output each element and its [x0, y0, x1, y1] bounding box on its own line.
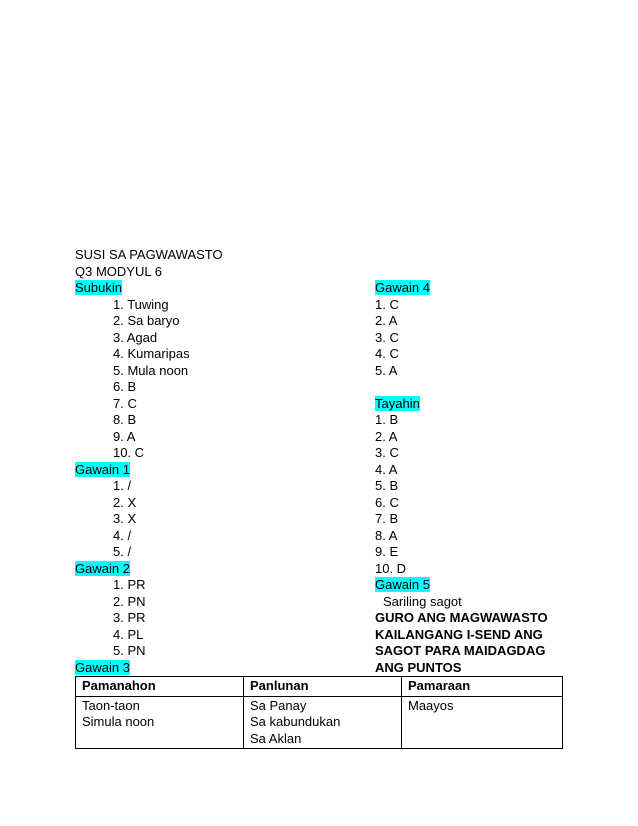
list-item: 9. E	[375, 544, 399, 559]
list-item: 1. C	[375, 296, 399, 312]
table-cell-pamanahon	[76, 696, 244, 749]
table-cell-value: Sa Panay	[250, 697, 307, 713]
list-item: 8. A	[375, 527, 398, 543]
gawain-5-answer: Sariling sagot	[383, 593, 462, 609]
list-item: 2. X	[113, 494, 137, 510]
list-item: 4. Kumaripas	[113, 346, 190, 361]
table-header-pamanahon: Pamanahon	[76, 677, 244, 697]
table-header-pamaraan: Pamaraan	[402, 677, 563, 697]
teacher-note-line: SAGOT PARA MAIDAGDAG	[375, 643, 546, 658]
heading-gawain-2: Gawain 2	[75, 560, 130, 576]
table-cell-value: Sa Aklan	[250, 730, 302, 746]
list-item: 5. B	[375, 478, 399, 493]
list-item: 10. C	[113, 445, 145, 460]
heading-tayahin: Tayahin	[375, 395, 420, 411]
heading-gawain-4: Gawain 4	[375, 280, 430, 295]
table-cell-value: Taon-taon	[82, 697, 140, 713]
list-item: 6. C	[375, 494, 399, 510]
spacer	[375, 379, 605, 396]
left-column	[75, 247, 365, 676]
list-item: 7. B	[375, 511, 399, 526]
heading-gawain-3: Gawain 3	[75, 659, 130, 675]
table-cell-pamaraan	[402, 696, 563, 749]
teacher-note-line: KAILANGANG I-SEND ANG	[375, 626, 543, 642]
list-item: 5. A	[375, 362, 398, 378]
list-item: 4. A	[375, 461, 398, 477]
module-subtitle: Q3 MODYUL 6	[75, 263, 162, 279]
table-header-row	[76, 677, 563, 697]
table-header-panlunan: Panlunan	[244, 677, 402, 697]
list-item: 5. /	[113, 544, 132, 559]
right-column	[375, 280, 605, 676]
list-item: 8. B	[113, 412, 137, 427]
list-item: 4. /	[113, 527, 132, 543]
list-item: 1. /	[113, 478, 132, 493]
list-item: 5. PN	[113, 643, 146, 658]
list-item: 2. A	[375, 313, 398, 328]
list-item: 3. PR	[113, 610, 146, 625]
table-cell-value: Maayos	[408, 697, 454, 713]
list-item: 1. B	[375, 412, 399, 427]
list-item: 3. C	[375, 329, 399, 345]
list-item: 2. Sa baryo	[113, 313, 180, 328]
list-item: 3. X	[113, 511, 137, 526]
teacher-note-line: ANG PUNTOS	[375, 659, 462, 675]
table-cell-value: Sa kabundukan	[250, 714, 341, 729]
heading-subukin: Subukin	[75, 280, 122, 295]
list-item: 4. C	[375, 346, 399, 361]
list-item: 3. C	[375, 445, 399, 460]
list-item: 4. PL	[113, 626, 144, 642]
heading-gawain-1: Gawain 1	[75, 461, 130, 477]
list-item: 1. PR	[113, 577, 146, 592]
list-item: 7. C	[113, 395, 137, 411]
list-item: 5. Mula noon	[113, 362, 189, 378]
list-item: 10. D	[375, 560, 407, 576]
heading-gawain-5: Gawain 5	[375, 577, 430, 592]
teacher-note-line: GURO ANG MAGWAWASTO	[375, 610, 548, 625]
gawain-3-table	[75, 676, 563, 749]
list-item: 1. Tuwing	[113, 296, 169, 312]
list-item: 3. Agad	[113, 329, 158, 345]
table-cell-value: Simula noon	[82, 714, 155, 729]
table-row	[76, 696, 563, 749]
list-item: 6. B	[113, 379, 137, 394]
document-title: SUSI SA PAGWAWASTO	[75, 247, 223, 262]
list-item: 2. A	[375, 428, 398, 444]
list-item: 2. PN	[113, 593, 146, 609]
table-cell-panlunan	[244, 696, 402, 749]
list-item: 9. A	[113, 428, 136, 444]
